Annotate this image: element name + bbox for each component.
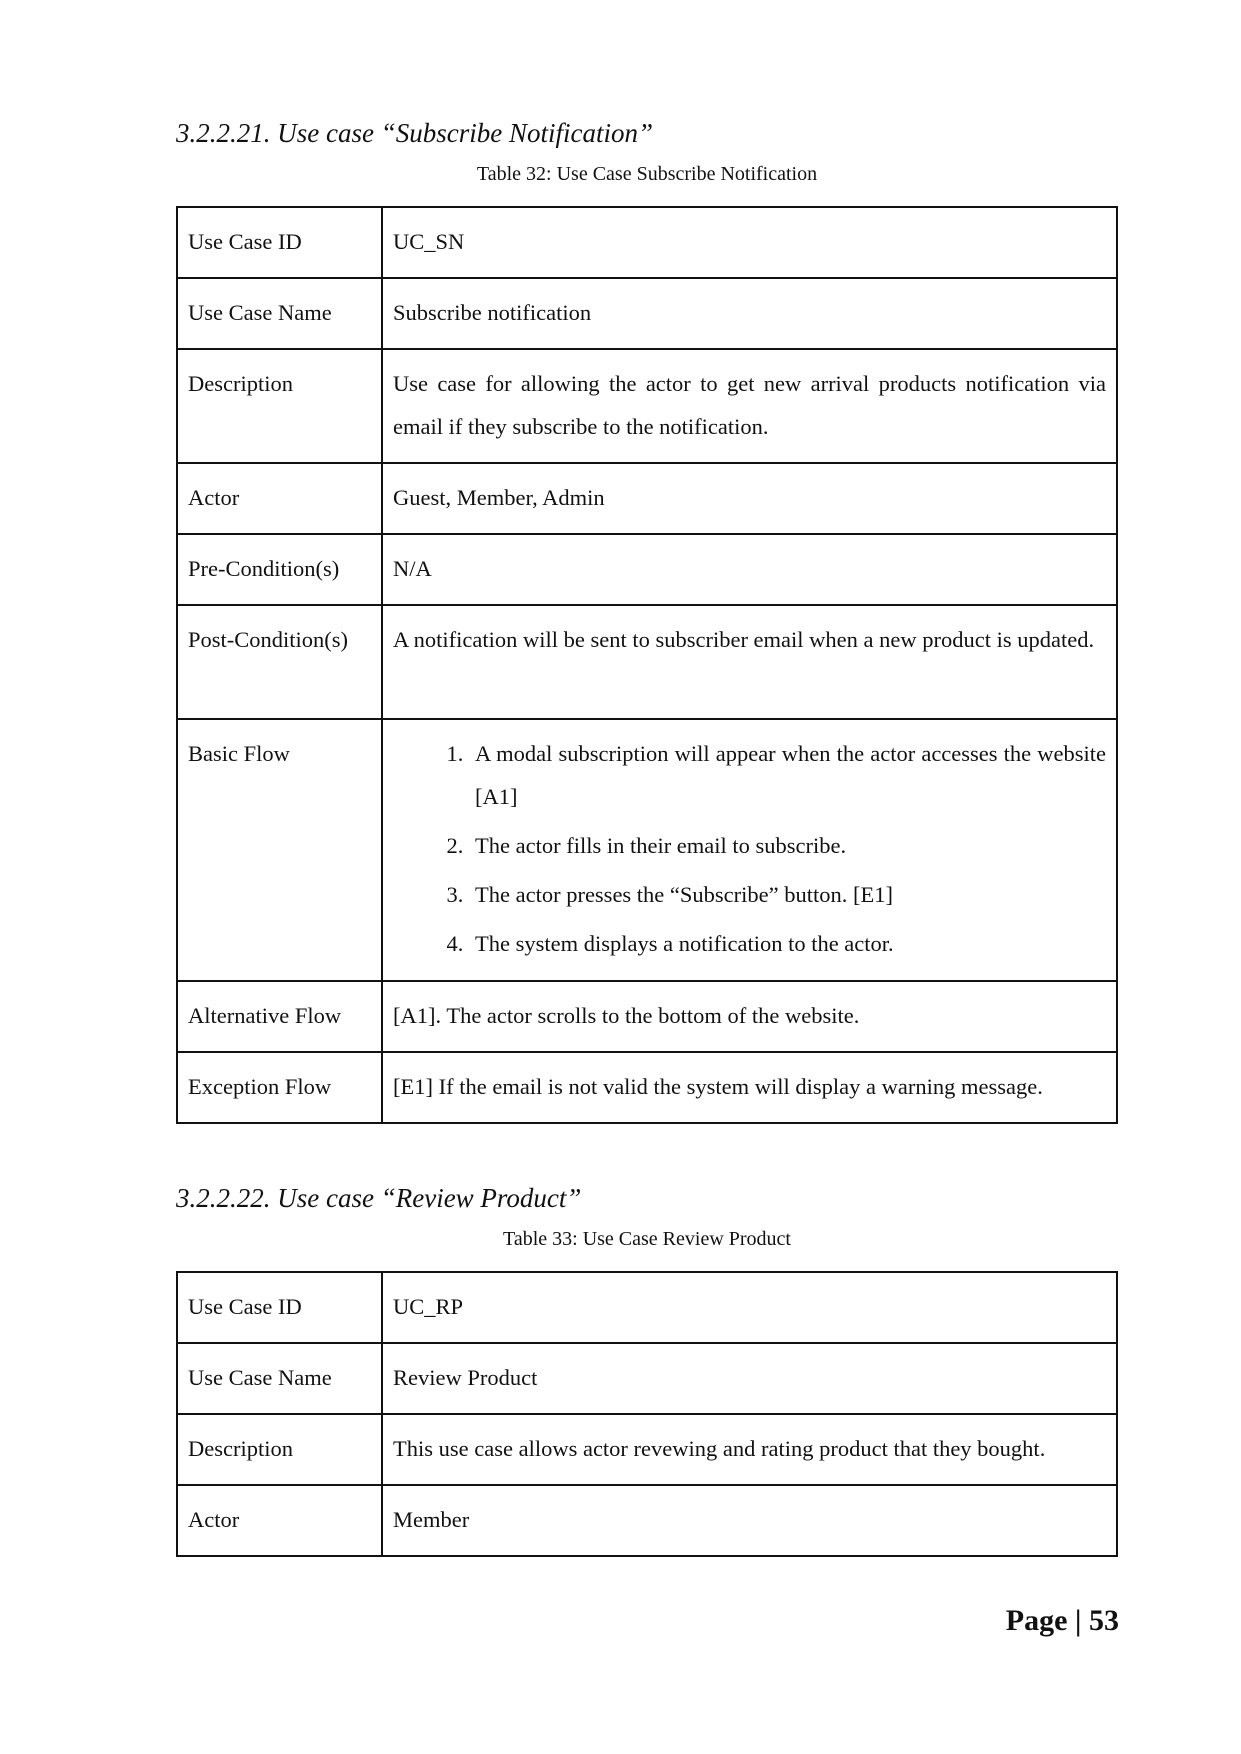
row-value-post-conditions: A notification will be sent to subscriber email when a new product is updated. bbox=[382, 605, 1117, 719]
use-case-table-review-product bbox=[176, 1271, 1118, 1557]
list-item: 3. The actor presses the “Subscribe” button. [E1] bbox=[469, 873, 1106, 916]
row-label-pre-conditions: Pre-Condition(s) bbox=[177, 534, 382, 605]
row-label-exception-flow: Exception Flow bbox=[177, 1052, 382, 1123]
row-label-description: Description bbox=[177, 349, 382, 463]
section-heading-review-product: 3.2.2.22. Use case “Review Product” bbox=[176, 1183, 582, 1213]
table-row bbox=[177, 1272, 1117, 1343]
table-row bbox=[177, 605, 1117, 719]
row-label-description: Description bbox=[177, 1414, 382, 1485]
table-row bbox=[177, 278, 1117, 349]
table-caption-32: Table 32: Use Case Subscribe Notification bbox=[476, 163, 818, 185]
table-row bbox=[177, 1414, 1117, 1485]
row-value-actor: Member bbox=[382, 1485, 1117, 1556]
table-row bbox=[177, 719, 1117, 981]
list-item: 1. A modal subscription will appear when the actor accesses the website [A1] bbox=[469, 732, 1106, 818]
row-label-use-case-id: Use Case ID bbox=[177, 1272, 382, 1343]
row-value-alternative-flow: [A1]. The actor scrolls to the bottom of the website. bbox=[382, 981, 1117, 1052]
row-value-description: Use case for allowing the actor to get new arrival products notification via email if they subscribe to the notification. bbox=[382, 349, 1117, 463]
row-value-use-case-name: Subscribe notification bbox=[382, 278, 1117, 349]
row-label-use-case-id: Use Case ID bbox=[177, 207, 382, 278]
row-value-description: This use case allows actor revewing and rating product that they bought. bbox=[382, 1414, 1117, 1485]
list-item: 2. The actor fills in their email to subscribe. bbox=[469, 824, 1106, 867]
row-label-use-case-name: Use Case Name bbox=[177, 278, 382, 349]
table-row bbox=[177, 1343, 1117, 1414]
row-label-post-conditions: Post-Condition(s) bbox=[177, 605, 382, 719]
table-row bbox=[177, 1485, 1117, 1556]
page-number: Page | 53 bbox=[1005, 1604, 1119, 1637]
row-value-actor: Guest, Member, Admin bbox=[382, 463, 1117, 534]
table-caption-33: Table 33: Use Case Review Product bbox=[503, 1228, 791, 1250]
row-label-actor: Actor bbox=[177, 1485, 382, 1556]
basic-flow-steps bbox=[393, 732, 1106, 965]
row-label-basic-flow: Basic Flow bbox=[177, 719, 382, 981]
row-value-use-case-name: Review Product bbox=[382, 1343, 1117, 1414]
row-label-actor: Actor bbox=[177, 463, 382, 534]
row-value-pre-conditions: N/A bbox=[382, 534, 1117, 605]
list-item: 4. The system displays a notification to the actor. bbox=[469, 922, 1106, 965]
row-label-use-case-name: Use Case Name bbox=[177, 1343, 382, 1414]
row-label-alternative-flow: Alternative Flow bbox=[177, 981, 382, 1052]
table-row bbox=[177, 981, 1117, 1052]
row-value-use-case-id: UC_RP bbox=[382, 1272, 1117, 1343]
use-case-table-subscribe-notification bbox=[176, 206, 1118, 1124]
table-row bbox=[177, 207, 1117, 278]
table-row bbox=[177, 534, 1117, 605]
row-value-use-case-id: UC_SN bbox=[382, 207, 1117, 278]
table-row bbox=[177, 463, 1117, 534]
row-value-basic-flow bbox=[382, 719, 1117, 981]
table-row bbox=[177, 349, 1117, 463]
section-heading-subscribe-notification: 3.2.2.21. Use case “Subscribe Notification” bbox=[176, 118, 653, 148]
row-value-exception-flow: [E1] If the email is not valid the system will display a warning message. bbox=[382, 1052, 1117, 1123]
table-row bbox=[177, 1052, 1117, 1123]
